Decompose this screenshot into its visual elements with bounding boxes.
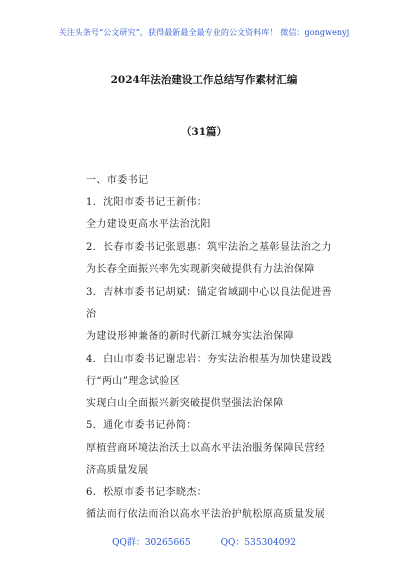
paragraph-line: 全力建设更高水平法治沈阳 [86,219,211,230]
paragraph-line: 治 [86,309,97,320]
paragraph-line: 循法而行依法而治以高水平法治护航松原高质量发展 [86,509,326,520]
qq-number-text: QQ：535304092 [220,538,296,548]
section-heading: 一、市委书记 [86,175,149,186]
paragraph-line: 为长春全面振兴率先实现新突破提供有力法治保障 [86,264,315,275]
document-title: 2024年法治建设工作总结写作素材汇编 [110,74,298,86]
promo-header: 关注头条号“公文研究”，获得最新最全最专业的公文资料库！ 微信：gongwenyj [58,28,350,37]
contact-footer [0,535,408,548]
paragraph-line: 4．白山市委书记谢忠岩：夯实法治根基为加快建设践 [86,354,332,365]
paragraph-line: 为建设形神兼备的新时代新江城夯实法治保障 [86,331,294,342]
paragraph-line: 3．吉林市委书记胡斌：锚定省域副中心以良法促进善 [86,287,332,298]
qq-group-text: QQ群：30265665 [112,538,191,548]
paragraph-line: 实现白山全面振兴新突破提供坚强法治保障 [86,398,284,409]
paragraph-line: 行“两山”理念试验区 [86,376,181,387]
paragraph-line: 5．通化市委书记孙简： [86,420,197,431]
paragraph-line: 济高质量发展 [86,465,149,476]
paragraph-line: 厚植营商环境法治沃土以高水平法治服务保障民营经 [86,443,326,454]
document-subtitle: （31篇） [180,126,228,138]
paragraph-line: 6．松原市委书记李晓杰： [86,487,208,498]
paragraph-line: 1．沈阳市委书记王新伟： [86,197,208,208]
paragraph-line: 2．长春市委书记张恩惠：筑牢法治之基彰显法治之力 [86,242,332,253]
